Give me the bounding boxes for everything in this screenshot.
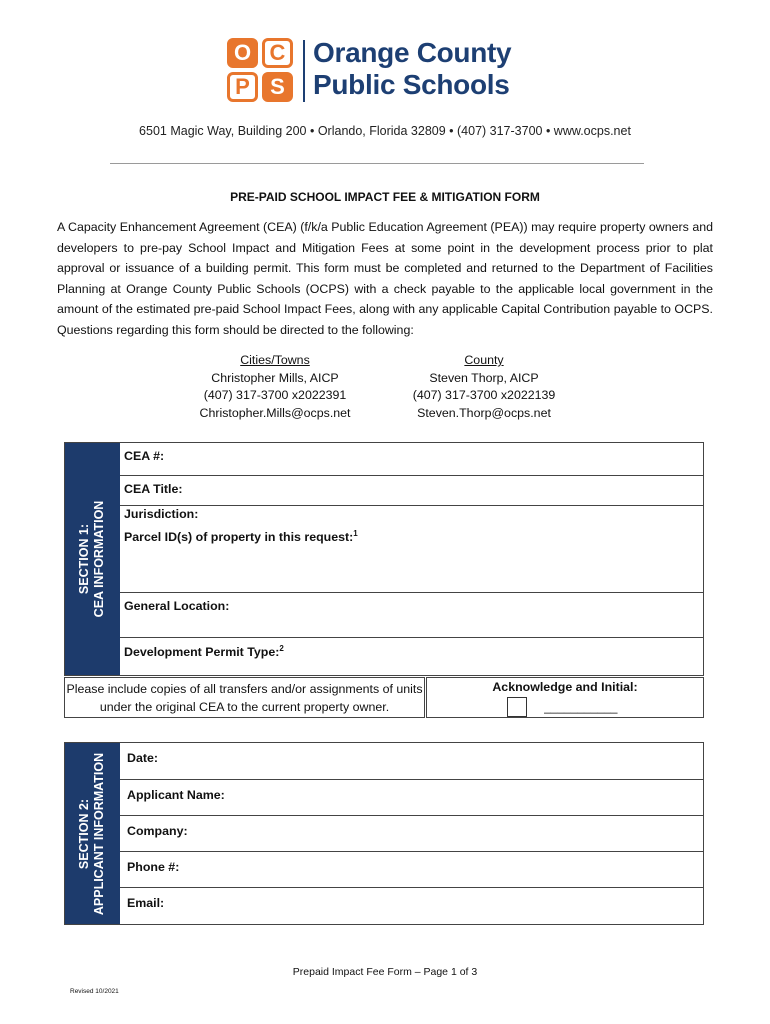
jurisdiction-label: Jurisdiction: (124, 507, 199, 521)
form-title: PRE-PAID SCHOOL IMPACT FEE & MITIGATION FORM (230, 190, 540, 204)
section1-title-line2: CEA INFORMATION (92, 500, 106, 618)
ocps-logo (227, 38, 527, 108)
parcel-footnote-mark: 1 (353, 529, 358, 538)
contact-county (374, 352, 594, 422)
email-label: Email: (127, 896, 165, 910)
contact-cities (165, 352, 385, 422)
contact-county-heading: County (464, 353, 504, 367)
permit-type-label-text: Development Permit Type: (124, 645, 280, 660)
contact-county-name: Steven Thorp, AICP (429, 370, 539, 385)
date-field[interactable] (120, 743, 703, 780)
contact-cities-email[interactable]: Christopher.Mills@ocps.net (199, 405, 351, 420)
phone-field[interactable] (120, 852, 703, 888)
applicant-name-label: Applicant Name: (127, 788, 225, 802)
general-location-field[interactable] (120, 593, 703, 638)
section2-sidebar (65, 743, 120, 924)
section1-title-line1: SECTION 1: (77, 523, 91, 595)
section1-sidebar (65, 443, 120, 675)
parcel-label (124, 529, 358, 544)
transfer-notice: Please include copies of all transfers and/or assignments of units under the original CEA to the current property owner. (64, 677, 425, 718)
section1-title (77, 501, 107, 618)
phone-label: Phone #: (127, 860, 180, 874)
revision-note: Revised 10/2021 (70, 988, 119, 995)
logo-wordmark-line1: Orange County (313, 37, 512, 68)
company-label: Company: (127, 824, 188, 838)
general-location-label: General Location: (124, 599, 230, 613)
jurisdiction-parcel-field[interactable] (120, 506, 703, 593)
acknowledge-checkbox[interactable] (507, 697, 527, 717)
permit-type-field[interactable] (120, 638, 703, 676)
header-divider (110, 163, 644, 164)
company-field[interactable] (120, 816, 703, 852)
ocps-logo-mark (227, 38, 295, 104)
section2-applicant-information (64, 742, 704, 925)
cea-number-label: CEA #: (124, 449, 165, 463)
date-label: Date: (127, 751, 158, 765)
address-line: 6501 Magic Way, Building 200 • Orlando, Florida 32809 • (407) 317-3700 • www.ocps.net (139, 124, 631, 138)
cea-title-label: CEA Title: (124, 482, 183, 496)
contact-cities-name: Christopher Mills, AICP (211, 370, 339, 385)
permit-type-label (124, 644, 284, 659)
logo-tile-o: O (227, 38, 258, 68)
initial-line[interactable]: ___________ (544, 700, 618, 714)
contact-cities-heading: Cities/Towns (240, 353, 310, 367)
section2-title-line2: APPLICANT INFORMATION (92, 752, 106, 915)
contact-cities-phone: (407) 317-3700 x2022391 (203, 388, 347, 402)
page-footer: Prepaid Impact Fee Form – Page 1 of 3 (292, 966, 478, 978)
acknowledge-label: Acknowledge and Initial: (492, 680, 638, 694)
logo-divider (303, 40, 305, 102)
logo-tile-p: P (227, 72, 258, 102)
section1-cea-information (64, 442, 704, 676)
logo-wordmark-line2: Public Schools (313, 69, 510, 100)
applicant-name-field[interactable] (120, 780, 703, 816)
intro-paragraph: A Capacity Enhancement Agreement (CEA) (f/k/a Public Education Agreement (PEA)) may require property owners and developers to pre-pay School Impact and Mitigation Fees at some point in the development process prior to plat approval or issuance of a building permit. This form must be completed and returned to the Department of Facilities Planning at Orange County Public Schools (OCPS) with a check payable to the applicable local government in the amount of the estimated pre-paid School Impact Fees, along with any applicable Capital Contribution payable to OCPS. Questions regarding this form should be directed to the following: (57, 220, 713, 337)
contact-county-email[interactable]: Steven.Thorp@ocps.net (417, 405, 551, 420)
parcel-label-text: Parcel ID(s) of property in this request: (124, 530, 354, 545)
permit-footnote-mark: 2 (279, 644, 284, 653)
email-field[interactable] (120, 888, 703, 925)
logo-tile-s: S (262, 72, 293, 102)
cea-number-field[interactable] (120, 443, 703, 476)
section2-title-line1: SECTION 2: (77, 798, 91, 869)
logo-tile-c: C (262, 38, 293, 68)
section2-title (77, 752, 107, 914)
acknowledge-cell (426, 677, 704, 718)
contact-county-phone: (407) 317-3700 x2022139 (412, 388, 556, 402)
cea-title-field[interactable] (120, 476, 703, 506)
